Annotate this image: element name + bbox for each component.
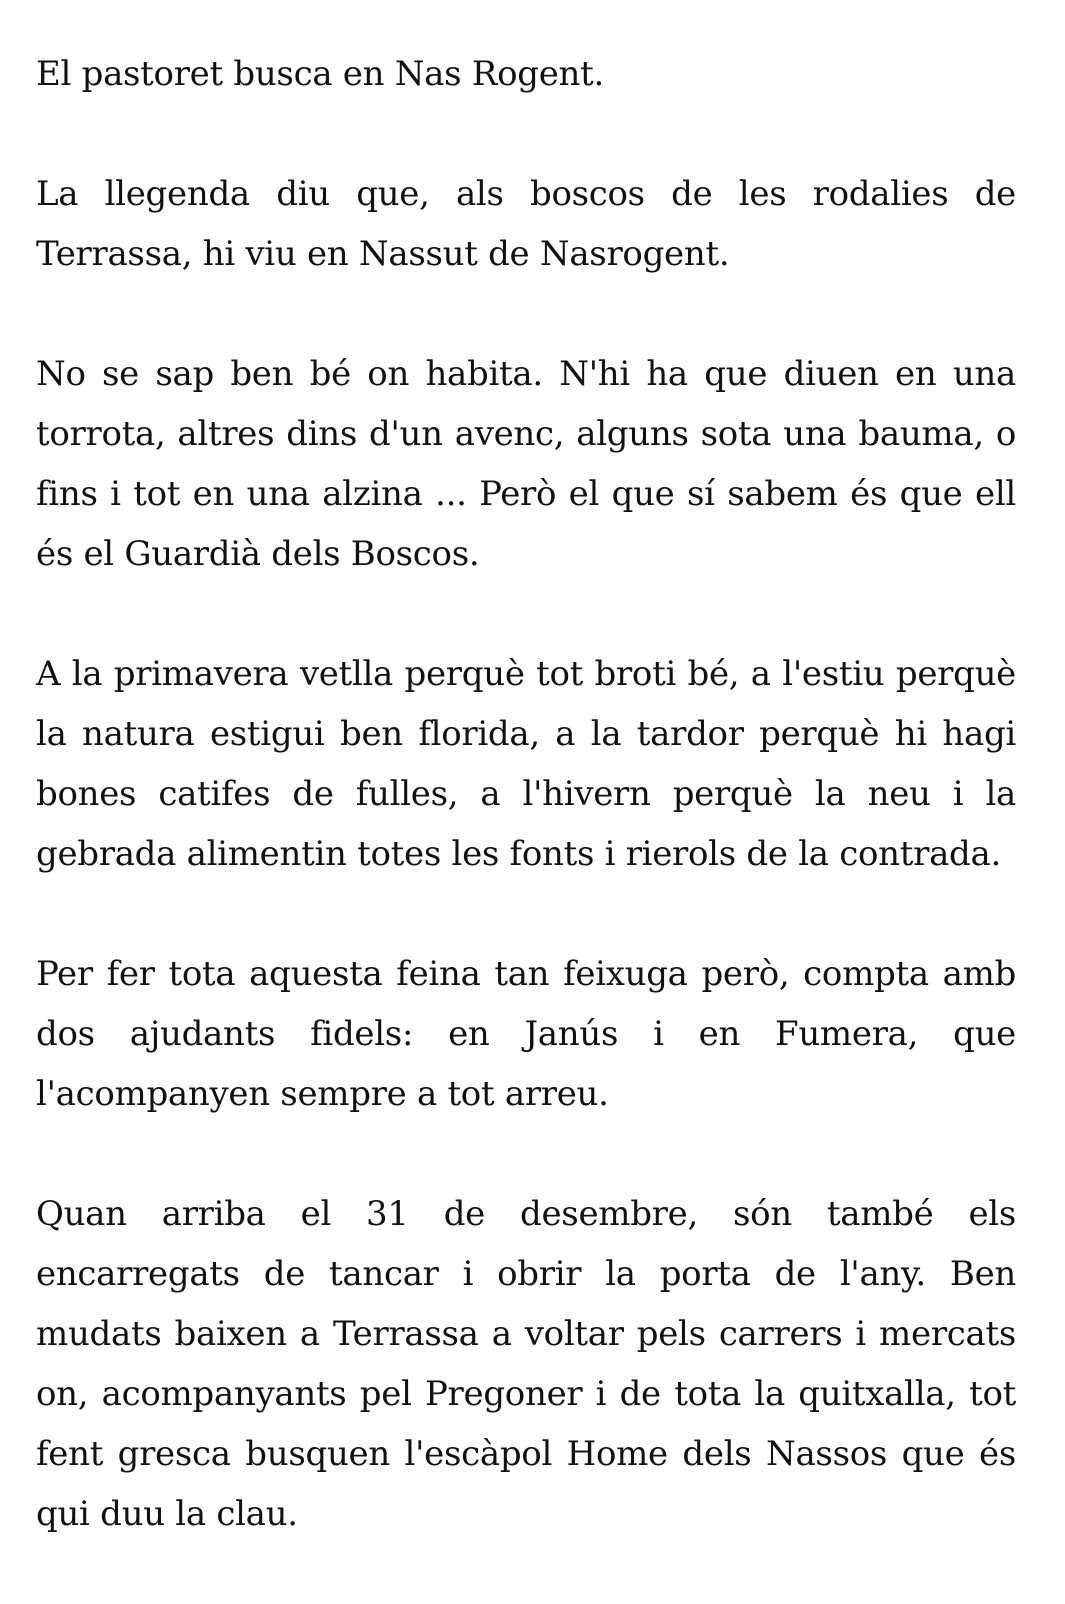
paragraph-1: La llegenda diu que, als boscos de les rodalies de Terrassa, hi viu en Nassut de Nasrogent.: [36, 174, 1016, 274]
paragraph-4: Per fer tota aquesta feina tan feixuga però, compta amb dos ajudants fidels: en Janús i en Fumera, que l'acompanyen sempre a tot arreu.: [36, 954, 1016, 1114]
document-page: [36, 44, 1016, 1604]
document-title: El pastoret busca en Nas Rogent.: [36, 54, 605, 94]
paragraph-2: No se sap ben bé on habita. N'hi ha que diuen en una torrota, altres dins d'un avenc, alguns sota una bauma, o fins i tot en una alzina ... Però el que sí sabem és que ell és el Guardià dels Boscos.: [36, 354, 1016, 574]
paragraph-3: A la primavera vetlla perquè tot broti bé, a l'estiu perquè la natura estigui ben florida, a la tardor perquè hi hagi bones catifes de fulles, a l'hivern perquè la neu i la gebrada alimentin totes les fonts i rierols de la contrada.: [36, 654, 1016, 874]
paragraph-5: Quan arriba el 31 de desembre, són també els encarregats de tancar i obrir la porta de l'any. Ben mudats baixen a Terrassa a voltar pels carrers i mercats on, acompanyants pel Pregoner i de tota la quitxalla, tot fent gresca busquen l'escàpol Home dels Nassos que és qui duu la clau.: [36, 1194, 1016, 1534]
